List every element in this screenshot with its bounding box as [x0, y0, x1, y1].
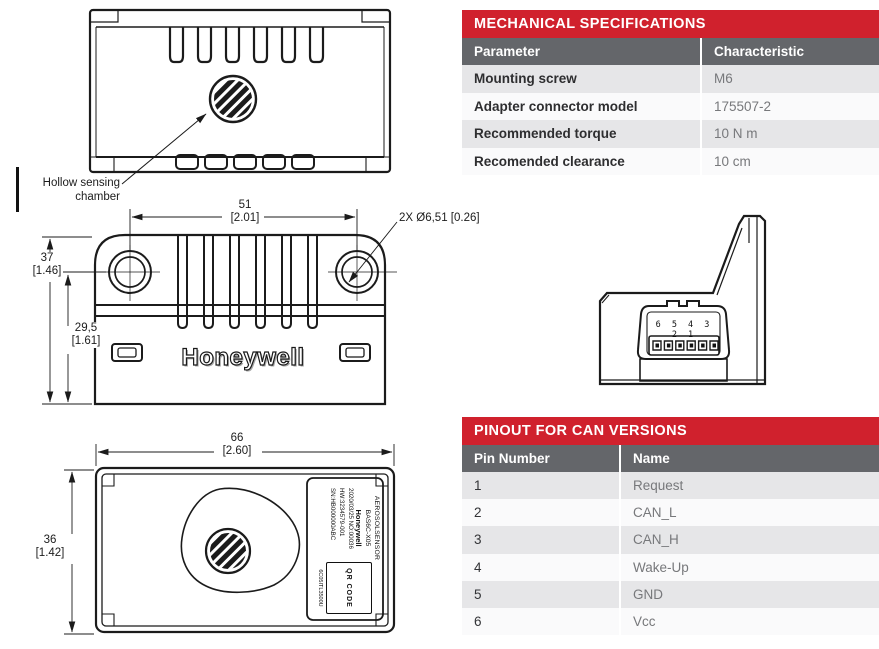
front-vent-fins — [178, 235, 317, 328]
pin-name: CAN_L — [619, 499, 879, 526]
mounting-hole-left — [102, 245, 160, 301]
qr-code-placeholder: QR CODE — [326, 562, 372, 614]
mech-param: Recommended torque — [474, 126, 617, 142]
mech-col-parameter: Parameter — [474, 44, 541, 59]
callout-line-2: chamber — [75, 191, 120, 203]
label-line-model: BAS6C-X05 — [364, 509, 372, 547]
mech-value: 175507-2 — [700, 93, 879, 121]
pin-number: 6 — [474, 614, 482, 630]
mechanical-specifications-table — [462, 10, 879, 175]
mounting-hole-right — [328, 245, 397, 301]
table-row — [462, 581, 879, 608]
honeywell-logo: Honeywell — [181, 344, 305, 371]
table-row — [462, 554, 879, 581]
label-line-sn: SN:HB000000ABC — [329, 488, 337, 541]
mech-param: Recomended clearance — [474, 153, 625, 169]
table-row — [462, 120, 879, 148]
dim-inner-height-label: 29,5 [1.61] — [71, 322, 101, 347]
clip-left — [112, 344, 142, 361]
top-vent-slots — [170, 27, 323, 62]
table-row — [462, 93, 879, 121]
dim-66-label: 66 [2.60] — [222, 432, 252, 457]
pinout-table-header — [462, 445, 879, 472]
table-row — [462, 472, 879, 499]
pinout-table-title: PINOUT FOR CAN VERSIONS — [462, 417, 879, 445]
label-line-brand: Honeywell — [354, 509, 364, 547]
mech-table-title: MECHANICAL SPECIFICATIONS — [462, 10, 879, 38]
mech-col-characteristic: Characteristic — [700, 38, 879, 65]
pin-name: Vcc — [619, 608, 879, 635]
callout-line-1: Hollow sensing — [42, 177, 120, 189]
mech-value: 10 N m — [700, 120, 879, 148]
pinout-table — [462, 417, 879, 635]
table-row — [462, 65, 879, 93]
table-row — [462, 526, 879, 553]
clip-right — [340, 344, 370, 361]
front-view-drawing — [0, 196, 500, 412]
dim-holes-label: 2X Ø6,51 [0.26] — [399, 212, 480, 224]
can-connector — [638, 301, 729, 381]
label-line-date: 2020/03/25 NO:00036 — [346, 488, 354, 549]
pin-number: 5 — [474, 586, 482, 602]
product-label — [307, 478, 383, 620]
pinout-col-name: Name — [619, 445, 879, 472]
pin-number: 4 — [474, 559, 482, 575]
pin-name: Wake-Up — [619, 554, 879, 581]
label-line-sensor: AEROSOLSENSOR — [373, 495, 380, 561]
connector-pin-numbers: 6 5 4 3 2 1 — [655, 320, 713, 340]
pin-name: CAN_H — [619, 526, 879, 553]
mech-value: M6 — [700, 65, 879, 93]
dim-36-label: 36 [1.42] — [35, 534, 65, 559]
dim-width-label: 51 [2.01] — [230, 199, 260, 224]
dim-total-height-label: 37 [1.46] — [32, 252, 62, 277]
table-row — [462, 148, 879, 176]
label-side-code: 6C05ITL3500U — [317, 569, 323, 607]
label-line-hw: HW:3234579-001 — [337, 488, 345, 537]
pin-number: 1 — [474, 478, 482, 494]
mech-param: Mounting screw — [474, 71, 577, 87]
pin-number: 2 — [474, 505, 482, 521]
pinout-col-pin-number: Pin Number — [474, 451, 550, 466]
mech-param: Adapter connector model — [474, 98, 638, 114]
callout-leader-line — [122, 114, 206, 184]
bottom-vent — [198, 521, 260, 583]
table-row — [462, 608, 879, 635]
pin-number: 3 — [474, 532, 482, 548]
table-row — [462, 499, 879, 526]
connector-pins — [653, 341, 718, 350]
mech-value: 10 cm — [700, 148, 879, 176]
sensing-chamber-vent — [202, 68, 267, 133]
side-view-drawing — [560, 200, 800, 410]
pin-name: GND — [619, 581, 879, 608]
mech-table-header — [462, 38, 879, 65]
pin-name: Request — [619, 472, 879, 499]
